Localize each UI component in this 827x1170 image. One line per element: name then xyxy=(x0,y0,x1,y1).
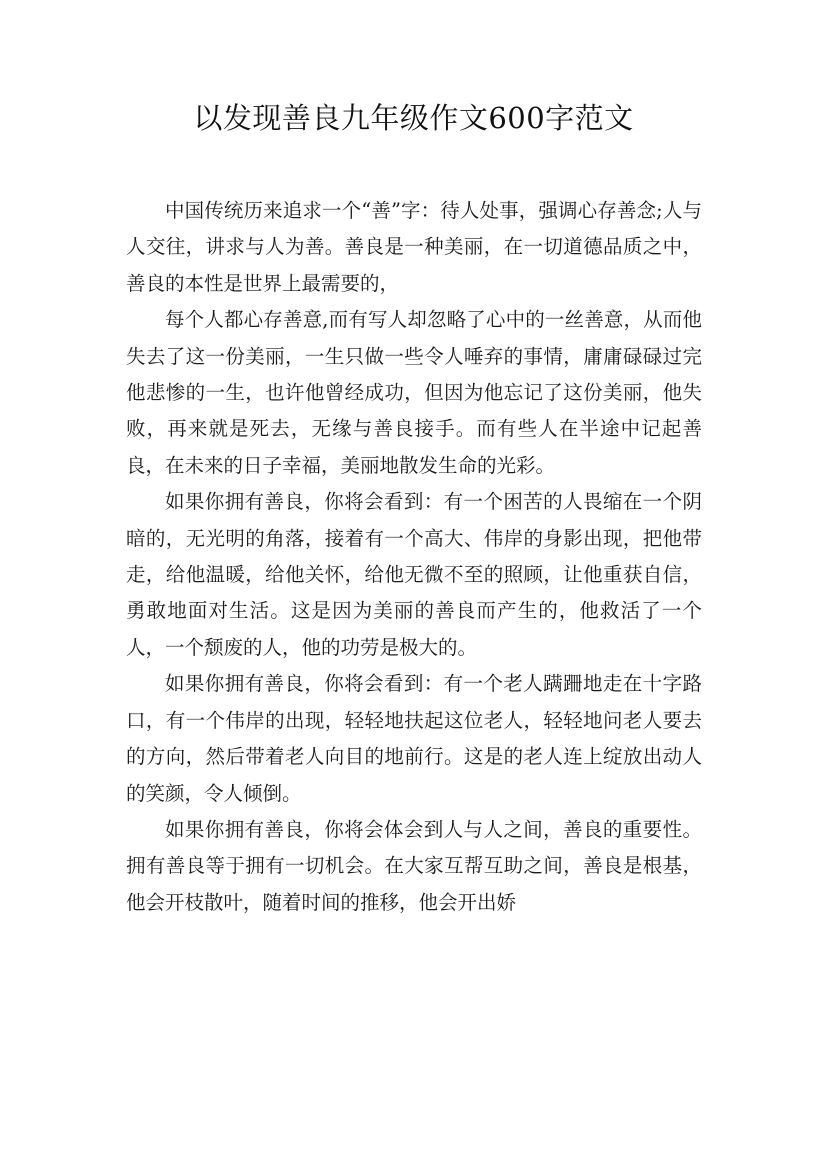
paragraph-1: 中国传统历来追求一个“善”字：待人处事，强调心存善念;人与人交往，讲求与人为善。善良是一种美丽，在一切道德品质之中，善良的本性是世界上最需要的， xyxy=(126,199,702,295)
document-title: 以发现善良九年级作文600字范文 xyxy=(193,101,634,135)
paragraph-4: 如果你拥有善良，你将会看到：有一个老人蹒跚地走在十字路口，有一个伟岸的出现，轻轻地扶起这位老人，轻轻地问老人要去的方向，然后带着老人向目的地前行。这是的老人连上绽放出动人的笑颜，令人倾倒。 xyxy=(126,672,702,805)
document-body xyxy=(126,193,702,921)
paragraph-2: 每个人都心存善意,而有写人却忽略了心中的一丝善意，从而他失去了这一份美丽，一生只做一些令人唾弃的事情，庸庸碌碌过完他悲惨的一生，也许他曾经成功，但因为他忘记了这份美丽，他失败，再来就是死去，无缘与善良接手。而有些人在半途中记起善良，在未来的日子幸福，美丽地散发生命的光彩。 xyxy=(126,308,702,477)
paragraph-5: 如果你拥有善良，你将会体会到人与人之间，善良的重要性。拥有善良等于拥有一切机会。在大家互帮互助之间，善良是根基，他会开枝散叶，随着时间的推移，他会开出娇 xyxy=(126,817,702,914)
paragraph-3: 如果你拥有善良，你将会看到：有一个困苦的人畏缩在一个阴暗的，无光明的角落，接着有一个高大、伟岸的身影出现，把他带走，给他温暖，给他关怀，给他无微不至的照顾，让他重获自信，勇敢地面对生活。这是因为美丽的善良而产生的，他救活了一个人，一个颓废的人，他的功劳是极大的。 xyxy=(126,490,702,659)
